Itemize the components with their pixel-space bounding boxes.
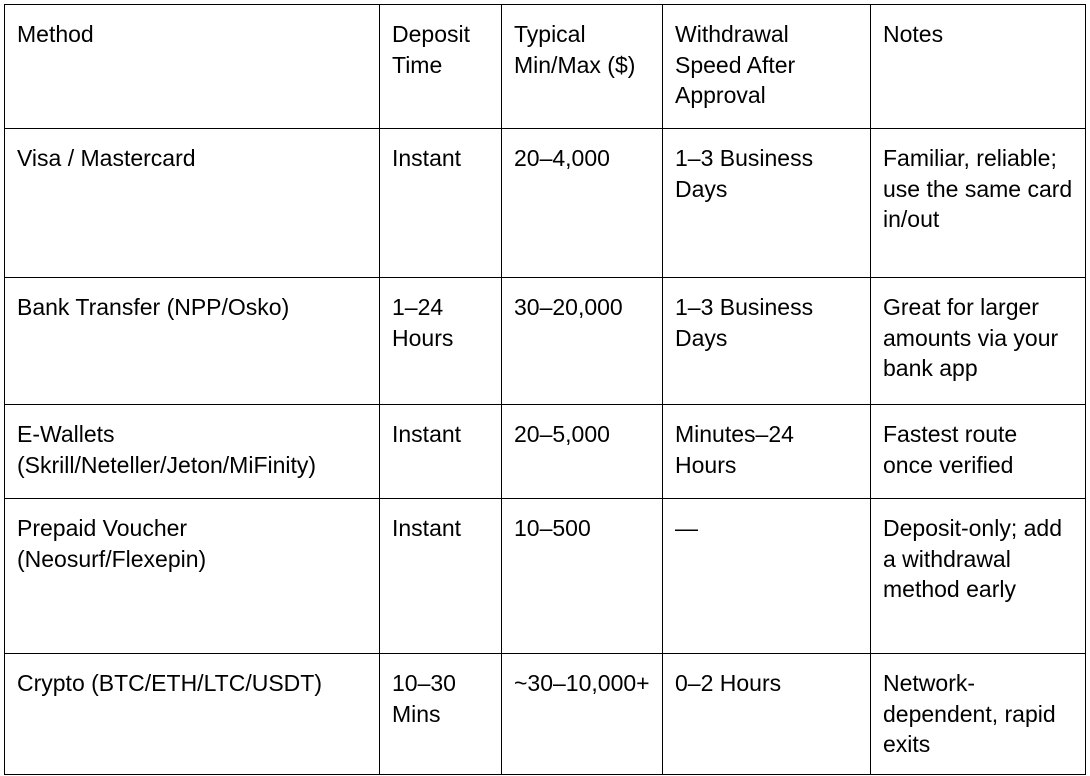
cell-method: E-Wallets (Skrill/Neteller/Jeton/MiFinity) [5,405,380,499]
cell-min-max: 20–5,000 [502,405,663,499]
header-deposit-time: Deposit Time [380,5,502,129]
cell-method: Bank Transfer (NPP/Osko) [5,278,380,405]
table-row [5,654,1086,775]
cell-withdrawal-speed: 1–3 Business Days [663,278,871,405]
cell-min-max: 10–500 [502,499,663,654]
header-notes: Notes [871,5,1086,129]
cell-min-max: ~30–10,000+ [502,654,663,775]
cell-notes: Familiar, reliable; use the same card in/out [871,129,1086,278]
cell-deposit-time: Instant [380,405,502,499]
cell-withdrawal-speed: Minutes–24 Hours [663,405,871,499]
cell-withdrawal-speed: — [663,499,871,654]
cell-method: Crypto (BTC/ETH/LTC/USDT) [5,654,380,775]
cell-deposit-time: 1–24 Hours [380,278,502,405]
table-row [5,405,1086,499]
cell-method: Prepaid Voucher (Neosurf/Flexepin) [5,499,380,654]
table-row [5,278,1086,405]
cell-notes: Great for larger amounts via your bank app [871,278,1086,405]
cell-notes: Deposit-only; add a withdrawal method early [871,499,1086,654]
table-row [5,499,1086,654]
cell-notes: Fastest route once verified [871,405,1086,499]
cell-withdrawal-speed: 1–3 Business Days [663,129,871,278]
table-row [5,129,1086,278]
cell-min-max: 30–20,000 [502,278,663,405]
cell-method: Visa / Mastercard [5,129,380,278]
cell-deposit-time: Instant [380,499,502,654]
cell-deposit-time: Instant [380,129,502,278]
cell-withdrawal-speed: 0–2 Hours [663,654,871,775]
header-withdrawal-speed: Withdrawal Speed After Approval [663,5,871,129]
cell-min-max: 20–4,000 [502,129,663,278]
header-method: Method [5,5,380,129]
header-min-max: Typical Min/Max ($) [502,5,663,129]
cell-deposit-time: 10–30 Mins [380,654,502,775]
table-header-row [5,5,1086,129]
cell-notes: Network-dependent, rapid exits [871,654,1086,775]
payment-methods-table [4,4,1086,775]
